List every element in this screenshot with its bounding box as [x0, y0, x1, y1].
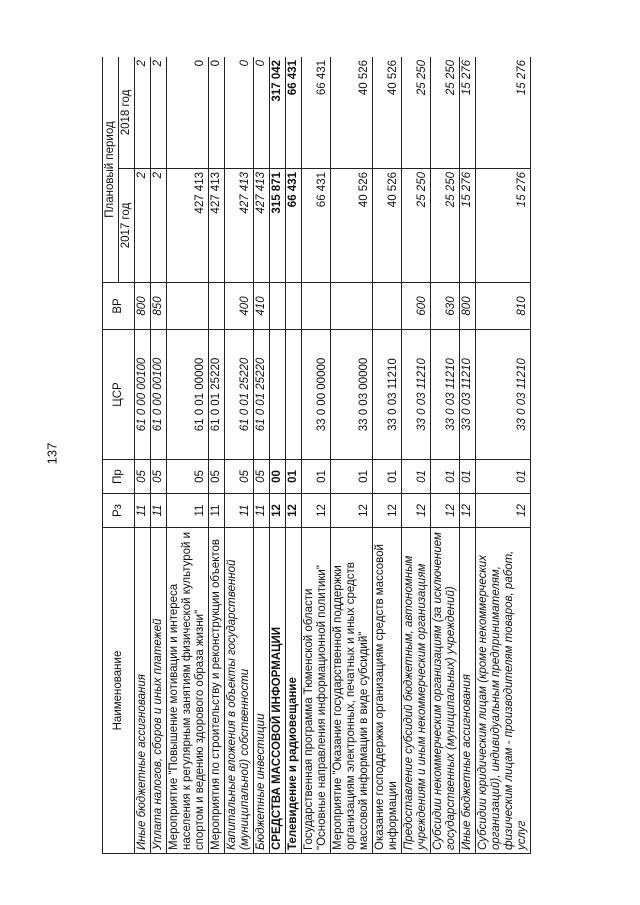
- cell-rz: 12: [270, 494, 286, 528]
- cell-vr: 600: [402, 283, 431, 330]
- cell-2018: 66 431: [286, 57, 302, 169]
- cell-2018: 40 526: [373, 57, 402, 169]
- cell-vr: 850: [151, 283, 167, 330]
- cell-rz: 11: [254, 494, 270, 528]
- cell-2018: 0: [209, 57, 225, 169]
- header-csr: ЦСР: [103, 330, 135, 460]
- cell-2018: 25 250: [402, 57, 431, 169]
- cell-name: Субсидии некоммерческим организациям (за исключением государственных (муниципальных) учреждений): [431, 528, 460, 854]
- table-row: [373, 57, 402, 854]
- cell-2018: 66 431: [302, 57, 331, 169]
- cell-2018: 317 042: [270, 57, 286, 169]
- cell-2018: 0: [254, 57, 270, 169]
- table-row: [460, 57, 476, 854]
- cell-rz: 12: [460, 494, 476, 528]
- cell-vr: [209, 283, 225, 330]
- page-number: 137: [44, 442, 60, 465]
- cell-2018: 2: [135, 57, 151, 169]
- cell-vr: [373, 283, 402, 330]
- cell-2017: 15 276: [476, 169, 531, 283]
- cell-2017: 40 526: [331, 169, 373, 283]
- cell-vr: 630: [431, 283, 460, 330]
- cell-csr: [286, 330, 302, 460]
- cell-2018: 25 250: [431, 57, 460, 169]
- cell-name: Мероприятия по строительству и реконструкции объектов: [209, 528, 225, 854]
- cell-2017: 40 526: [373, 169, 402, 283]
- cell-2017: 15 276: [460, 169, 476, 283]
- cell-rz: 12: [476, 494, 531, 528]
- header-vr: ВР: [103, 283, 135, 330]
- cell-2018: 40 526: [331, 57, 373, 169]
- cell-2017: 2: [135, 169, 151, 283]
- cell-vr: 400: [225, 283, 254, 330]
- cell-rz: 11: [225, 494, 254, 528]
- cell-rz: 11: [167, 494, 209, 528]
- table-row: [476, 57, 531, 854]
- cell-vr: [302, 283, 331, 330]
- budget-table-container: [102, 57, 606, 854]
- header-pr: Пр: [103, 460, 135, 494]
- header-rz: Рз: [103, 494, 135, 528]
- cell-2017: 66 431: [286, 169, 302, 283]
- cell-2018: 15 276: [476, 57, 531, 169]
- cell-csr: [270, 330, 286, 460]
- header-2018: 2018 год: [119, 57, 135, 169]
- table-row: [270, 57, 286, 854]
- cell-pr: 01: [373, 460, 402, 494]
- table-row: [331, 57, 373, 854]
- cell-pr: 01: [431, 460, 460, 494]
- cell-csr: 61 0 00 00100: [151, 330, 167, 460]
- cell-rz: 12: [402, 494, 431, 528]
- table-row: [225, 57, 254, 854]
- header-planning-period: Плановый период: [103, 57, 119, 283]
- cell-2018: 15 276: [460, 57, 476, 169]
- cell-name: Бюджетные инвестиции: [254, 528, 270, 854]
- cell-name: Иные бюджетные ассигнования: [135, 528, 151, 854]
- cell-vr: 800: [135, 283, 151, 330]
- cell-rz: 11: [209, 494, 225, 528]
- cell-pr: 05: [151, 460, 167, 494]
- cell-vr: 810: [476, 283, 531, 330]
- cell-rz: 12: [286, 494, 302, 528]
- cell-name: Государственная программа Тюменской области "Основные направления информационной политики": [302, 528, 331, 854]
- cell-pr: 05: [135, 460, 151, 494]
- cell-pr: 05: [209, 460, 225, 494]
- cell-name: Уплата налогов, сборов и иных платежей: [151, 528, 167, 854]
- cell-name: Капитальные вложения в объекты государственной (муниципальной) собственности: [225, 528, 254, 854]
- cell-vr: [286, 283, 302, 330]
- cell-name: Субсидии юридическим лицам (кроме некоммерческих организаций), индивидуальным предпринимателям, физическим лицам - производителям товаров, работ, услуг: [476, 528, 531, 854]
- rotated-page-content: [102, 57, 606, 854]
- cell-pr: 01: [302, 460, 331, 494]
- cell-name: Иные бюджетные ассигнования: [460, 528, 476, 854]
- cell-name: СРЕДСТВА МАССОВОЙ ИНФОРМАЦИИ: [270, 528, 286, 854]
- table-row: [209, 57, 225, 854]
- cell-csr: 33 0 03 11210: [402, 330, 431, 460]
- cell-vr: [331, 283, 373, 330]
- cell-rz: 12: [431, 494, 460, 528]
- cell-csr: 61 0 01 25220: [225, 330, 254, 460]
- cell-csr: 33 0 00 00000: [302, 330, 331, 460]
- cell-pr: 00: [270, 460, 286, 494]
- cell-csr: 33 0 03 11210: [476, 330, 531, 460]
- cell-2017: 427 413: [167, 169, 209, 283]
- table-row: [151, 57, 167, 854]
- cell-rz: 11: [151, 494, 167, 528]
- cell-name: Мероприятие "Оказание государственной поддержки организациям электронных, печатных и иных средств массовой информации в виде субсидий": [331, 528, 373, 854]
- cell-rz: 12: [331, 494, 373, 528]
- cell-2017: 2: [151, 169, 167, 283]
- cell-2017: 25 250: [431, 169, 460, 283]
- cell-vr: [270, 283, 286, 330]
- cell-pr: 01: [331, 460, 373, 494]
- cell-2018: 0: [225, 57, 254, 169]
- cell-2017: 315 871: [270, 169, 286, 283]
- cell-csr: 61 0 01 25220: [209, 330, 225, 460]
- cell-csr: 33 0 03 11210: [460, 330, 476, 460]
- cell-csr: 33 0 03 11210: [373, 330, 402, 460]
- budget-table: [102, 57, 531, 854]
- cell-pr: 01: [286, 460, 302, 494]
- cell-vr: 800: [460, 283, 476, 330]
- header-name: Наименование: [103, 528, 135, 854]
- cell-pr: 01: [402, 460, 431, 494]
- cell-2017: 66 431: [302, 169, 331, 283]
- cell-pr: 01: [460, 460, 476, 494]
- table-row: [431, 57, 460, 854]
- cell-name: Мероприятие "Повышение мотивации и интереса населения к регулярным занятиям физической культурой и спортом и ведению здорового образа жизни": [167, 528, 209, 854]
- cell-name: Предоставление субсидий бюджетным, автономным учреждениям и иным некоммерческим организациям: [402, 528, 431, 854]
- cell-csr: 61 0 01 25220: [254, 330, 270, 460]
- cell-2018: 2: [151, 57, 167, 169]
- cell-rz: 12: [302, 494, 331, 528]
- cell-csr: 33 0 03 11210: [431, 330, 460, 460]
- cell-vr: 410: [254, 283, 270, 330]
- cell-pr: 05: [225, 460, 254, 494]
- cell-vr: [167, 283, 209, 330]
- cell-2017: 427 413: [225, 169, 254, 283]
- table-row: [402, 57, 431, 854]
- cell-2018: 0: [167, 57, 209, 169]
- cell-name: Оказание господдержки организациям средств массовой информации: [373, 528, 402, 854]
- table-header-row: [103, 57, 119, 854]
- cell-csr: 61 0 01 00000: [167, 330, 209, 460]
- cell-pr: 05: [254, 460, 270, 494]
- cell-pr: 01: [476, 460, 531, 494]
- cell-rz: 12: [373, 494, 402, 528]
- table-row: [302, 57, 331, 854]
- cell-2017: 427 413: [254, 169, 270, 283]
- cell-csr: 61 0 00 00100: [135, 330, 151, 460]
- header-2017: 2017 год: [119, 169, 135, 283]
- cell-2017: 427 413: [209, 169, 225, 283]
- table-row: [254, 57, 270, 854]
- table-row: [286, 57, 302, 854]
- table-row: [135, 57, 151, 854]
- cell-rz: 11: [135, 494, 151, 528]
- cell-2017: 25 250: [402, 169, 431, 283]
- table-row: [167, 57, 209, 854]
- cell-pr: 05: [167, 460, 209, 494]
- cell-csr: 33 0 03 00000: [331, 330, 373, 460]
- cell-name: Телевидение и радиовещание: [286, 528, 302, 854]
